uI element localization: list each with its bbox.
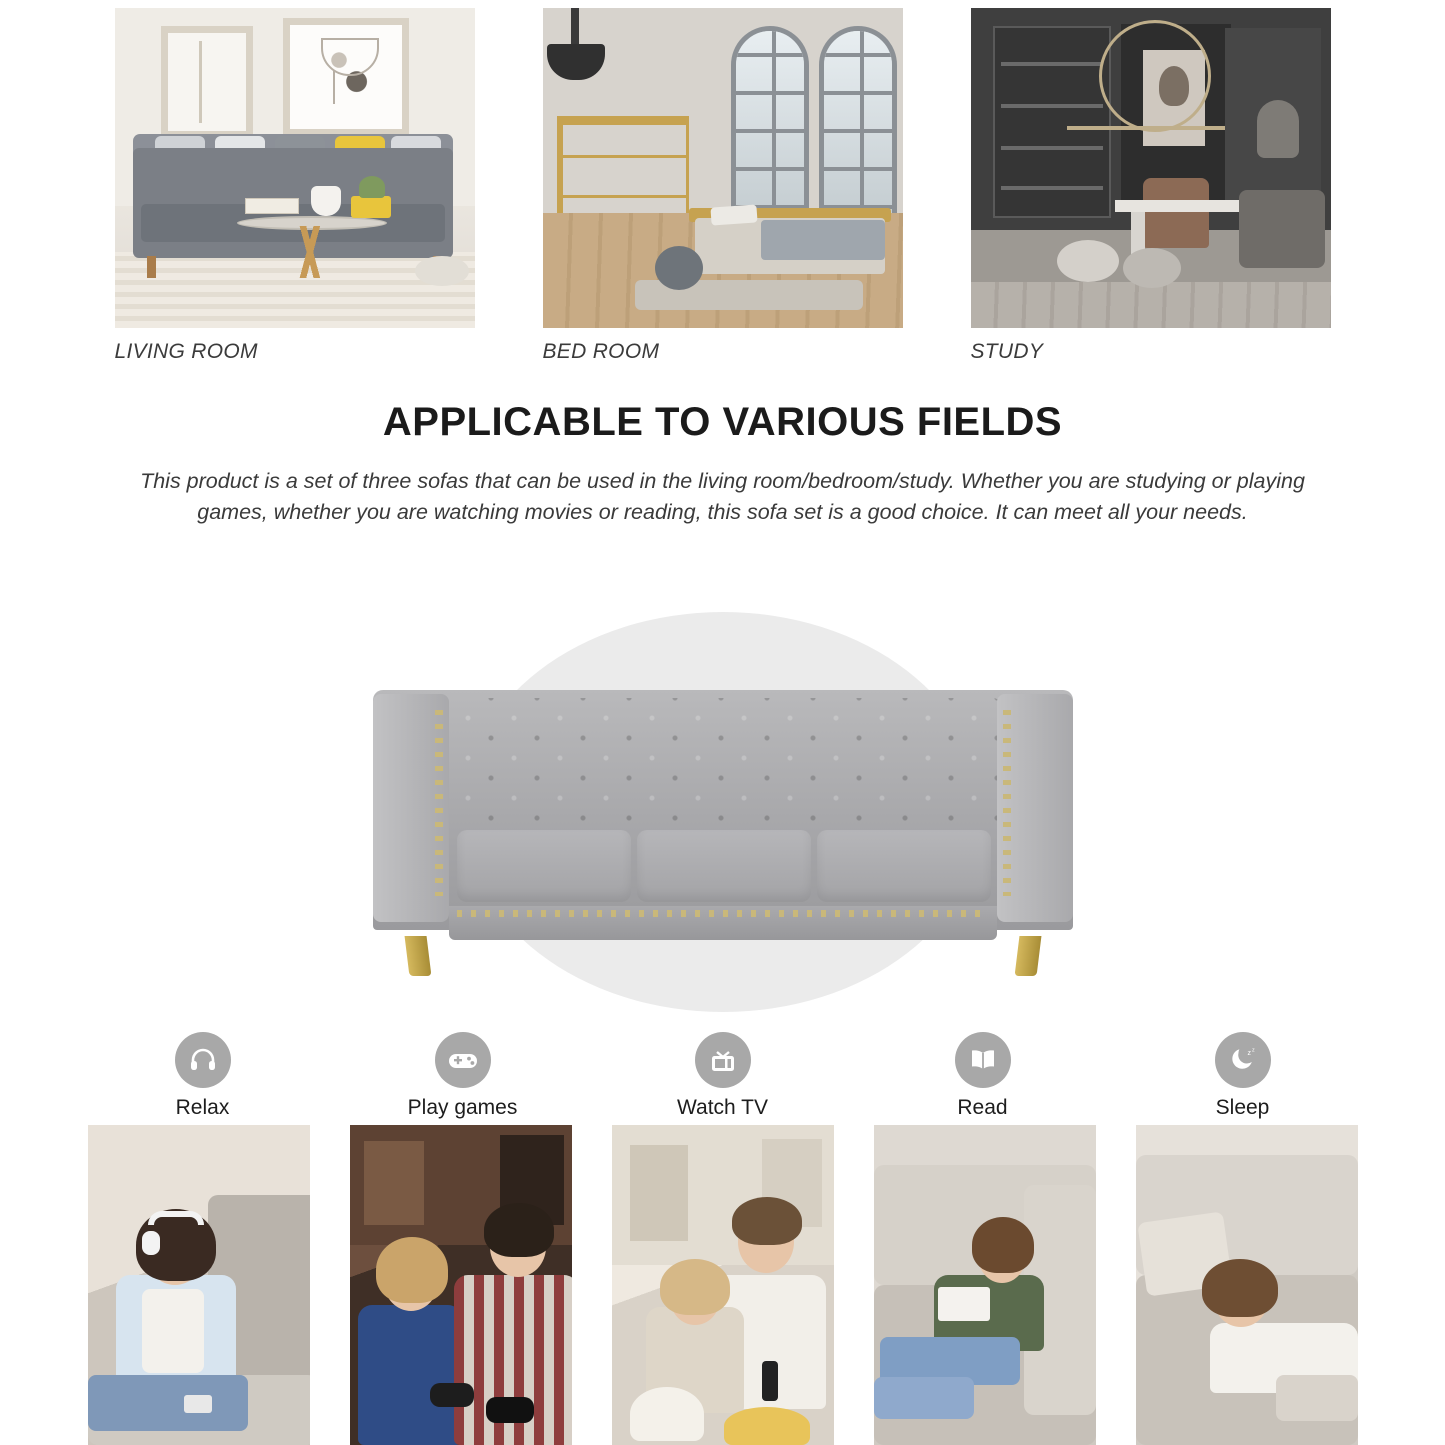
activity-relax bbox=[103, 1032, 303, 1120]
description-text: This product is a set of three sofas that can be used in the living room/bedroom/study. Whether you are studying or playing games, whether you are watching movies or reading, this sofa set is a good choice. It can meet all your needs. bbox=[140, 469, 1305, 525]
open-book-icon bbox=[955, 1032, 1011, 1088]
room-label: BED ROOM bbox=[542, 340, 660, 363]
activity-label: Play games bbox=[407, 1096, 518, 1119]
activity-label: Watch TV bbox=[676, 1096, 769, 1119]
activity-label: Read bbox=[957, 1096, 1008, 1119]
activity-sleep bbox=[1143, 1032, 1343, 1120]
room-card-bed-room bbox=[543, 8, 903, 378]
watch-tv-photo bbox=[612, 1125, 834, 1445]
study-photo bbox=[971, 8, 1331, 328]
svg-text:z: z bbox=[1247, 1050, 1251, 1057]
room-card-living-room bbox=[115, 8, 475, 378]
gamepad-icon bbox=[435, 1032, 491, 1088]
bed-room-photo bbox=[543, 8, 903, 328]
sofa-leg bbox=[404, 936, 431, 976]
television-icon bbox=[695, 1032, 751, 1088]
activity-play-games bbox=[363, 1032, 563, 1120]
sleep-photo bbox=[1136, 1125, 1358, 1445]
headphones-icon bbox=[175, 1032, 231, 1088]
room-label: LIVING ROOM bbox=[114, 340, 258, 363]
relax-photo bbox=[88, 1125, 310, 1445]
sofa-leg bbox=[1014, 936, 1041, 976]
read-photo bbox=[874, 1125, 1096, 1445]
room-card-study bbox=[971, 8, 1331, 378]
sofa-product-image bbox=[373, 690, 1073, 980]
activity-icons-row bbox=[0, 1032, 1445, 1120]
hero-product-section bbox=[0, 600, 1445, 1030]
activity-read bbox=[883, 1032, 1083, 1120]
activity-label: Sleep bbox=[1215, 1096, 1270, 1119]
svg-text:z: z bbox=[1251, 1047, 1255, 1054]
room-label: STUDY bbox=[970, 340, 1044, 363]
lifestyle-photo-strip bbox=[0, 1125, 1445, 1445]
activity-label: Relax bbox=[175, 1096, 230, 1119]
page-title: APPLICABLE TO VARIOUS FIELDS bbox=[382, 400, 1063, 444]
room-scenes-row bbox=[0, 8, 1445, 378]
activity-watch-tv bbox=[623, 1032, 823, 1120]
moon-sleep-icon bbox=[1215, 1032, 1271, 1088]
play-games-photo bbox=[350, 1125, 572, 1445]
living-room-photo bbox=[115, 8, 475, 328]
